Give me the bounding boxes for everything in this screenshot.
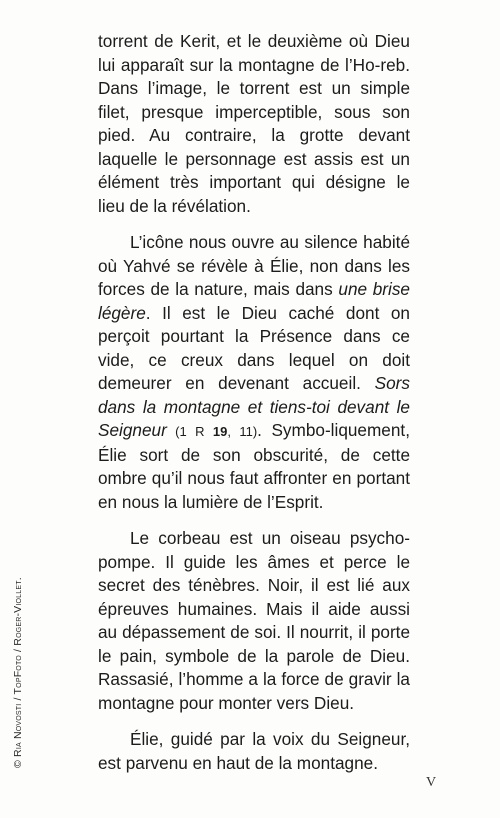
bible-reference bbox=[167, 424, 257, 439]
paragraph-2-part-a: L’icône nous ouvre au silence habité où Yahvé se révèle à Élie, non dans les forces de la nature, mais dans bbox=[98, 232, 410, 299]
bible-reference-verse: , 11) bbox=[227, 424, 258, 439]
bible-reference-open: (1 R bbox=[166, 424, 213, 439]
paragraph-1: torrent de Kerit, et le deuxième où Dieu lui apparaît sur la montagne de l’Ho-reb. Dans l’image, le torrent est un simple filet, presque imperceptible, sous son pied. Au contraire, la grotte devant laquelle le personnage est assis est un élément très important qui désigne le lieu de la révélation. bbox=[98, 31, 410, 216]
photo-credit: © Ria Novosti / TopFoto / Roger-Viollet. bbox=[12, 577, 24, 768]
quote-sors-dans-la-montagne: Sors dans la montagne et tiens-toi devant le Seigneur bbox=[98, 373, 410, 440]
paragraph-4: Élie, guidé par la voix du Seigneur, est parvenu en haut de la montagne. bbox=[98, 729, 410, 773]
paragraph-2 bbox=[98, 231, 410, 514]
body-text bbox=[98, 30, 410, 788]
paragraph-2-part-b: . Il est le Dieu caché dont on perçoit pourtant la Présence dans ce vide, ce creux dans lequel on doit demeurer en devenant accueil. bbox=[98, 302, 410, 393]
page-number: V bbox=[426, 775, 437, 790]
quote-brise-legere: une brise légère bbox=[98, 279, 410, 323]
paragraph-2-part-c: . Symbo-liquement, Élie sort de son obscurité, de cette ombre qu’il nous faut affronter en portant en nous la lumière de l’Esprit. bbox=[98, 420, 410, 512]
bible-reference-chapter: 19 bbox=[212, 424, 228, 439]
paragraph-3: Le corbeau est un oiseau psycho-pompe. Il guide les âmes et perce le secret des ténèbres. Noir, il est lié aux épreuves humaines. Mais il aide aussi au dépassement de soi. Il nourrit, il porte le pain, symbole de la parole de Dieu. Rassasié, l’homme a la force de gravir la montagne pour monter vers Dieu. bbox=[98, 528, 410, 713]
